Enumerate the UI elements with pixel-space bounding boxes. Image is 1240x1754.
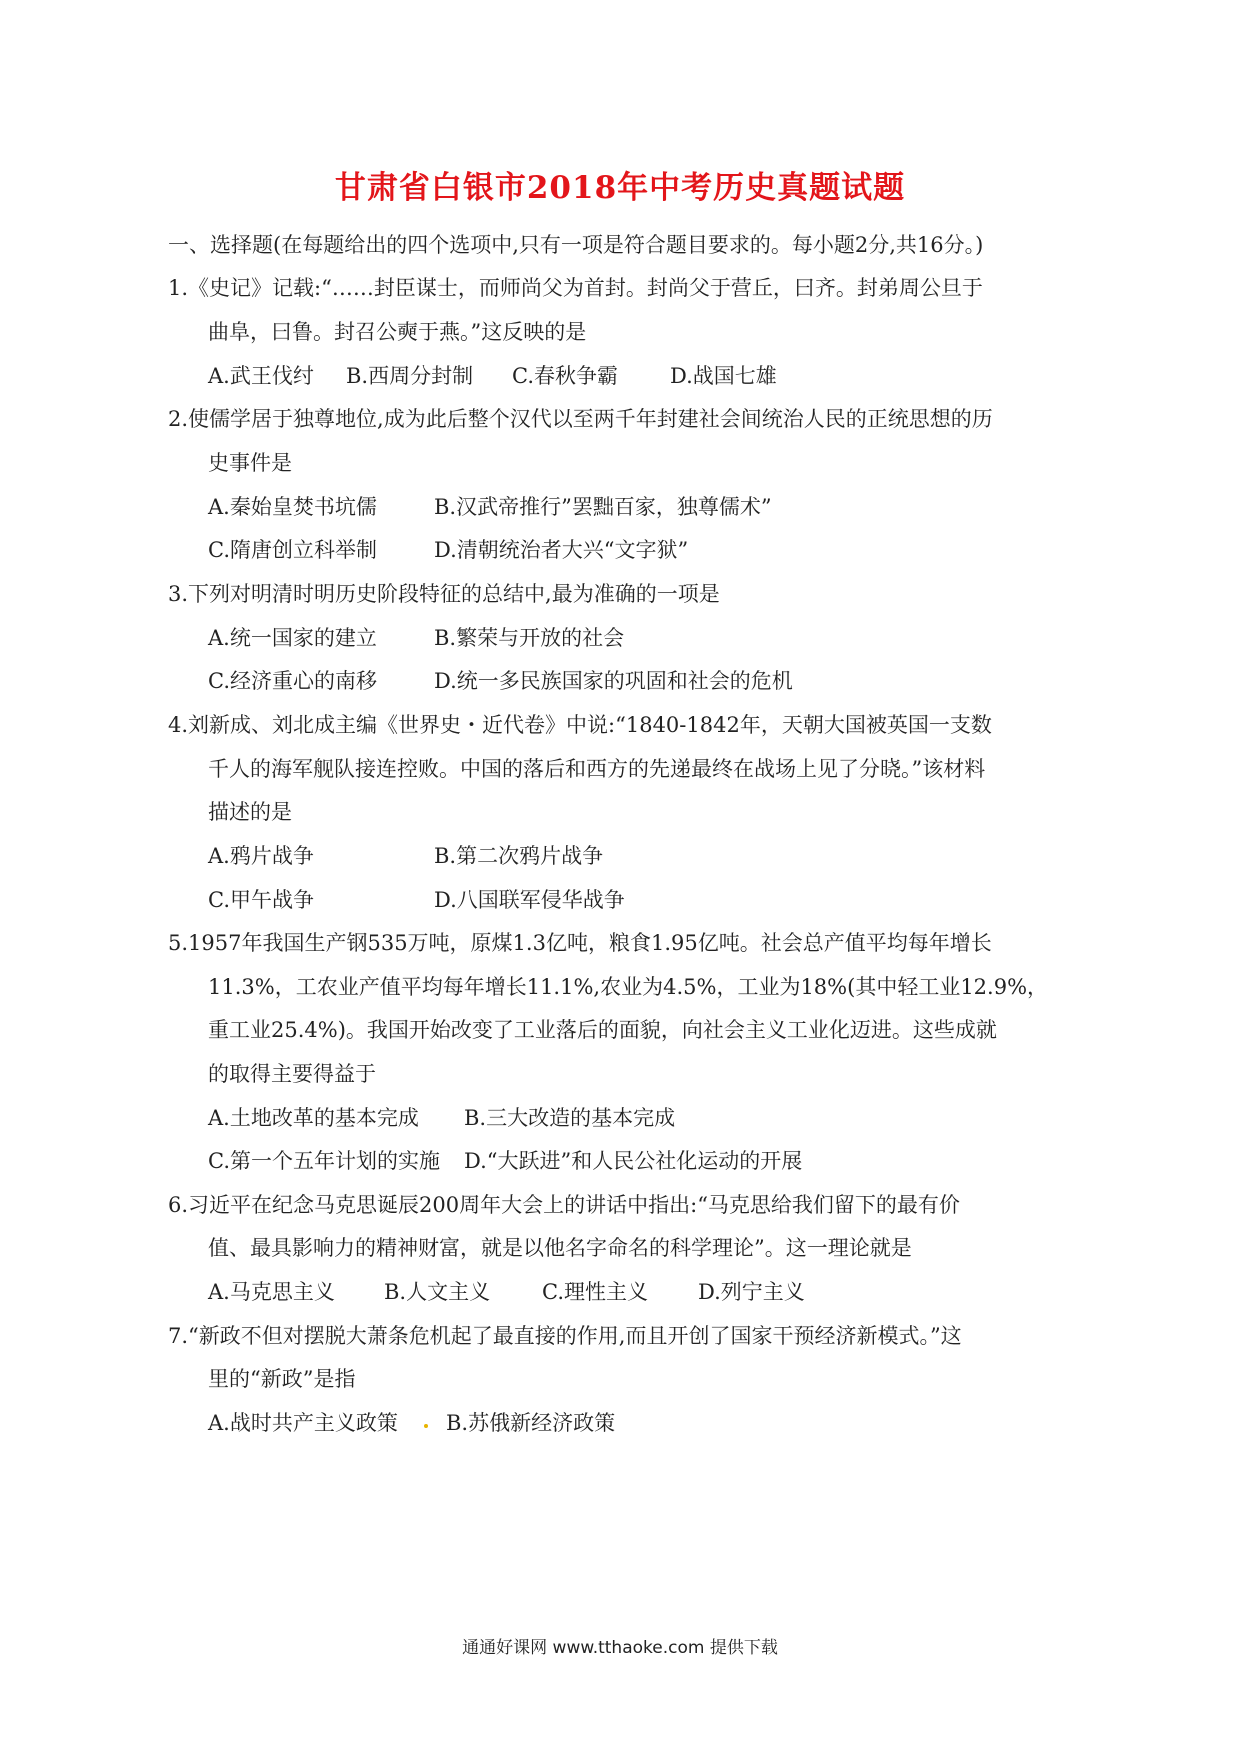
question-1-option-d: D.战国七雄 [670, 364, 777, 388]
question-4-line-3: 描述的是 [208, 800, 292, 824]
question-5-option-c: C.第一个五年计划的实施 [208, 1149, 440, 1173]
question-2-line-1: 2.使儒学居于独尊地位,成为此后整个汉代以至两千年封建社会间统治人民的正统思想的历 [168, 407, 993, 431]
question-5-option-a: A.土地改革的基本完成 [208, 1106, 419, 1130]
section-heading: 一、选择题(在每题给出的四个选项中,只有一项是符合题目要求的。每小题2分,共16分。) [168, 233, 984, 257]
question-4-line-1: 4.刘新成、刘北成主编《世界史・近代卷》中说:“1840-1842年，天朝大国被英国一支数 [168, 713, 992, 737]
question-5-option-b: B.三大改造的基本完成 [464, 1106, 676, 1130]
question-3-option-a: A.统一国家的建立 [208, 626, 377, 650]
question-4-option-c: C.甲午战争 [208, 888, 314, 912]
question-1-line-2: 曲阜，曰鲁。封召公奭于燕。”这反映的是 [208, 320, 587, 344]
question-4-option-b: B.第二次鸦片战争 [434, 844, 604, 868]
question-3-option-d: D.统一多民族国家的巩固和社会的危机 [434, 669, 793, 693]
question-4-option-d: D.八国联军侵华战争 [434, 888, 625, 912]
question-2-option-b: B.汉武帝推行”罢黜百家，独尊儒术” [434, 495, 772, 519]
question-7-option-b: B.苏俄新经济政策 [446, 1411, 616, 1435]
question-2-option-c: C.隋唐创立科举制 [208, 538, 377, 562]
question-7-option-a: A.战时共产主义政策 [208, 1411, 398, 1435]
question-5-line-1: 5.1957年我国生产钢535万吨，原煤1.3亿吨，粮食1.95亿吨。社会总产值平均每年增长 [168, 931, 992, 955]
question-7-line-2: 里的“新政”是指 [208, 1367, 356, 1391]
question-3-line-1: 3.下列对明清时明历史阶段特征的总结中,最为准确的一项是 [168, 582, 720, 606]
question-6-line-1: 6.习近平在纪念马克思诞辰200周年大会上的讲话中指出:“马克思给我们留下的最有价 [168, 1193, 960, 1217]
page-footer: 通通好课网 www.tthaoke.com 提供下载 [462, 1638, 778, 1658]
question-6-option-a: A.马克思主义 [208, 1280, 335, 1304]
question-4-line-2: 千人的海军舰队接连控败。中国的落后和西方的先递最终在战场上见了分晓。”该材料 [208, 757, 986, 781]
question-2-option-d: D.清朝统治者大兴“文字狱” [434, 538, 689, 562]
question-5-line-4: 的取得主要得益于 [208, 1062, 376, 1086]
question-1-option-b: B.西周分封制 [346, 364, 474, 388]
question-4-option-a: A.鸦片战争 [208, 844, 314, 868]
question-1-option-a: A.武王伐纣 [208, 364, 314, 388]
question-2-line-2: 史事件是 [208, 451, 292, 475]
question-6-line-2: 值、最具影响力的精神财富，就是以他名字命名的科学理论”。这一理论就是 [208, 1236, 912, 1260]
question-5-option-d: D.“大跃进”和人民公社化运动的开展 [464, 1149, 803, 1173]
stray-dot-mark [424, 1424, 428, 1428]
question-3-option-b: B.繁荣与开放的社会 [434, 626, 625, 650]
question-7-line-1: 7.“新政不但对摆脱大萧条危机起了最直接的作用,而且开创了国家干预经济新模式。”这 [168, 1324, 962, 1348]
question-2-option-a: A.秦始皇焚书坑儒 [208, 495, 377, 519]
question-6-option-b: B.人文主义 [384, 1280, 491, 1304]
question-1-line-1: 1.《史记》记载:“……封臣谋士，而师尚父为首封。封尚父于营丘，曰齐。封弟周公旦于 [168, 276, 983, 300]
question-5-line-2: 11.3%，工农业产值平均每年增长11.1%,农业为4.5%，工业为18%(其中轻工业12.9%， [208, 975, 1049, 999]
question-5-line-3: 重工业25.4%)。我国开始改变了工业落后的面貌，向社会主义工业化迈进。这些成就 [208, 1018, 997, 1042]
question-6-option-c: C.理性主义 [542, 1280, 648, 1304]
question-3-option-c: C.经济重心的南移 [208, 669, 377, 693]
question-1-option-c: C.春秋争霸 [512, 364, 618, 388]
page-title: 甘肃省白银市2018年中考历史真题试题 [334, 170, 906, 206]
question-6-option-d: D.列宁主义 [698, 1280, 805, 1304]
